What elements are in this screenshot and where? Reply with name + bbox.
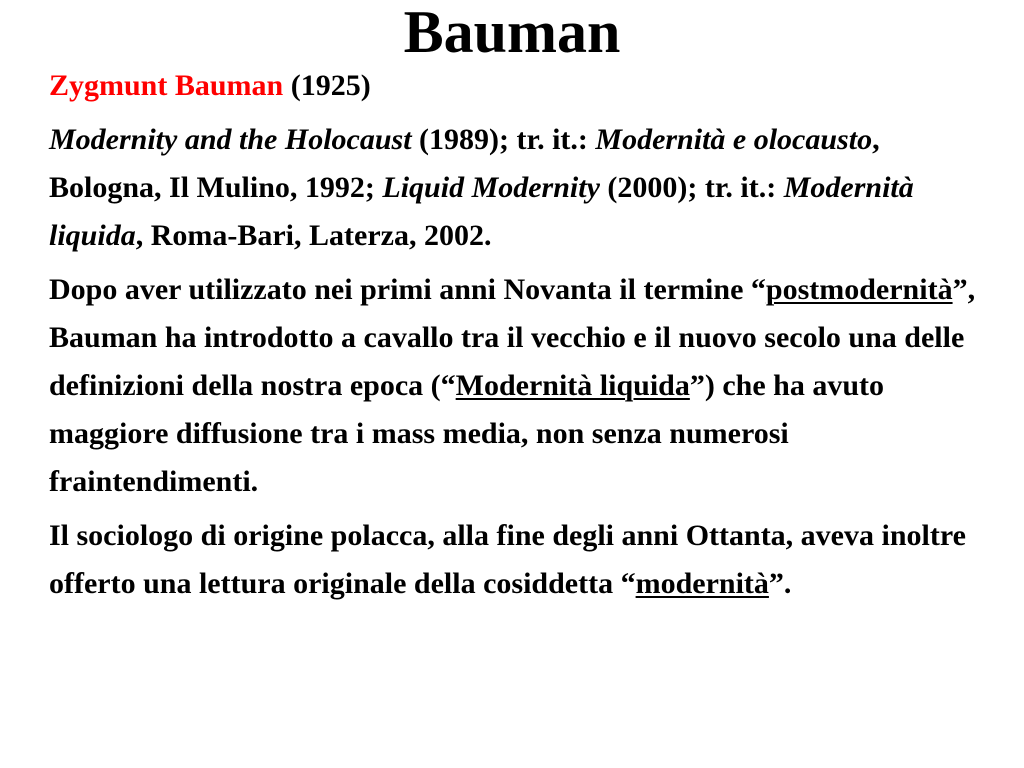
- paragraph2-text-2: ”, Bauman ha introdotto a cavallo tra il vecchio e il nuovo secolo una delle definizioni della nostra epoca (“: [49, 273, 976, 402]
- works-paragraph: [49, 116, 999, 260]
- modernita-link[interactable]: modernità: [635, 567, 769, 600]
- paragraph2-text-1: Dopo aver utilizzato nei primi anni Novanta il termine “: [49, 273, 766, 306]
- works-text-4: , Roma-Bari, Laterza, 2002.: [135, 219, 492, 252]
- slide-body: [49, 62, 999, 608]
- paragraph3-text-2: ”.: [768, 567, 792, 600]
- author-name: Zygmunt Bauman: [49, 69, 284, 102]
- paragraph3-text-1: Il sociologo di origine polacca, alla fine degli anni Ottanta, aveva inoltre offerto una lettura originale della cosiddetta “: [49, 519, 966, 600]
- paragraph2-text-3: ”) che ha avuto maggiore diffusione tra i mass media, non senza numerosi fraintendimenti.: [49, 369, 885, 498]
- work-title-modernita-liquida: Modernità liquida: [49, 171, 914, 252]
- modernity-paragraph: [49, 512, 999, 608]
- postmodernity-paragraph: [49, 266, 999, 506]
- works-text-1: (1989); tr. it.:: [411, 123, 596, 156]
- postmodernita-link[interactable]: postmodernità: [765, 273, 953, 306]
- slide-title: Bauman: [403, 0, 621, 65]
- author-line: [49, 62, 999, 110]
- work-title-modernity-holocaust: Modernity and the Holocaust: [49, 123, 412, 156]
- author-birth-year: (1925): [283, 69, 371, 102]
- work-title-modernita-olocausto: Modernità e olocausto: [595, 123, 873, 156]
- work-title-liquid-modernity: Liquid Modernity: [382, 171, 600, 204]
- works-text-2: , Bologna, Il Mulino, 1992;: [49, 123, 880, 204]
- modernita-liquida-link[interactable]: Modernità liquida: [455, 369, 690, 402]
- works-text-3: (2000); tr. it.:: [599, 171, 784, 204]
